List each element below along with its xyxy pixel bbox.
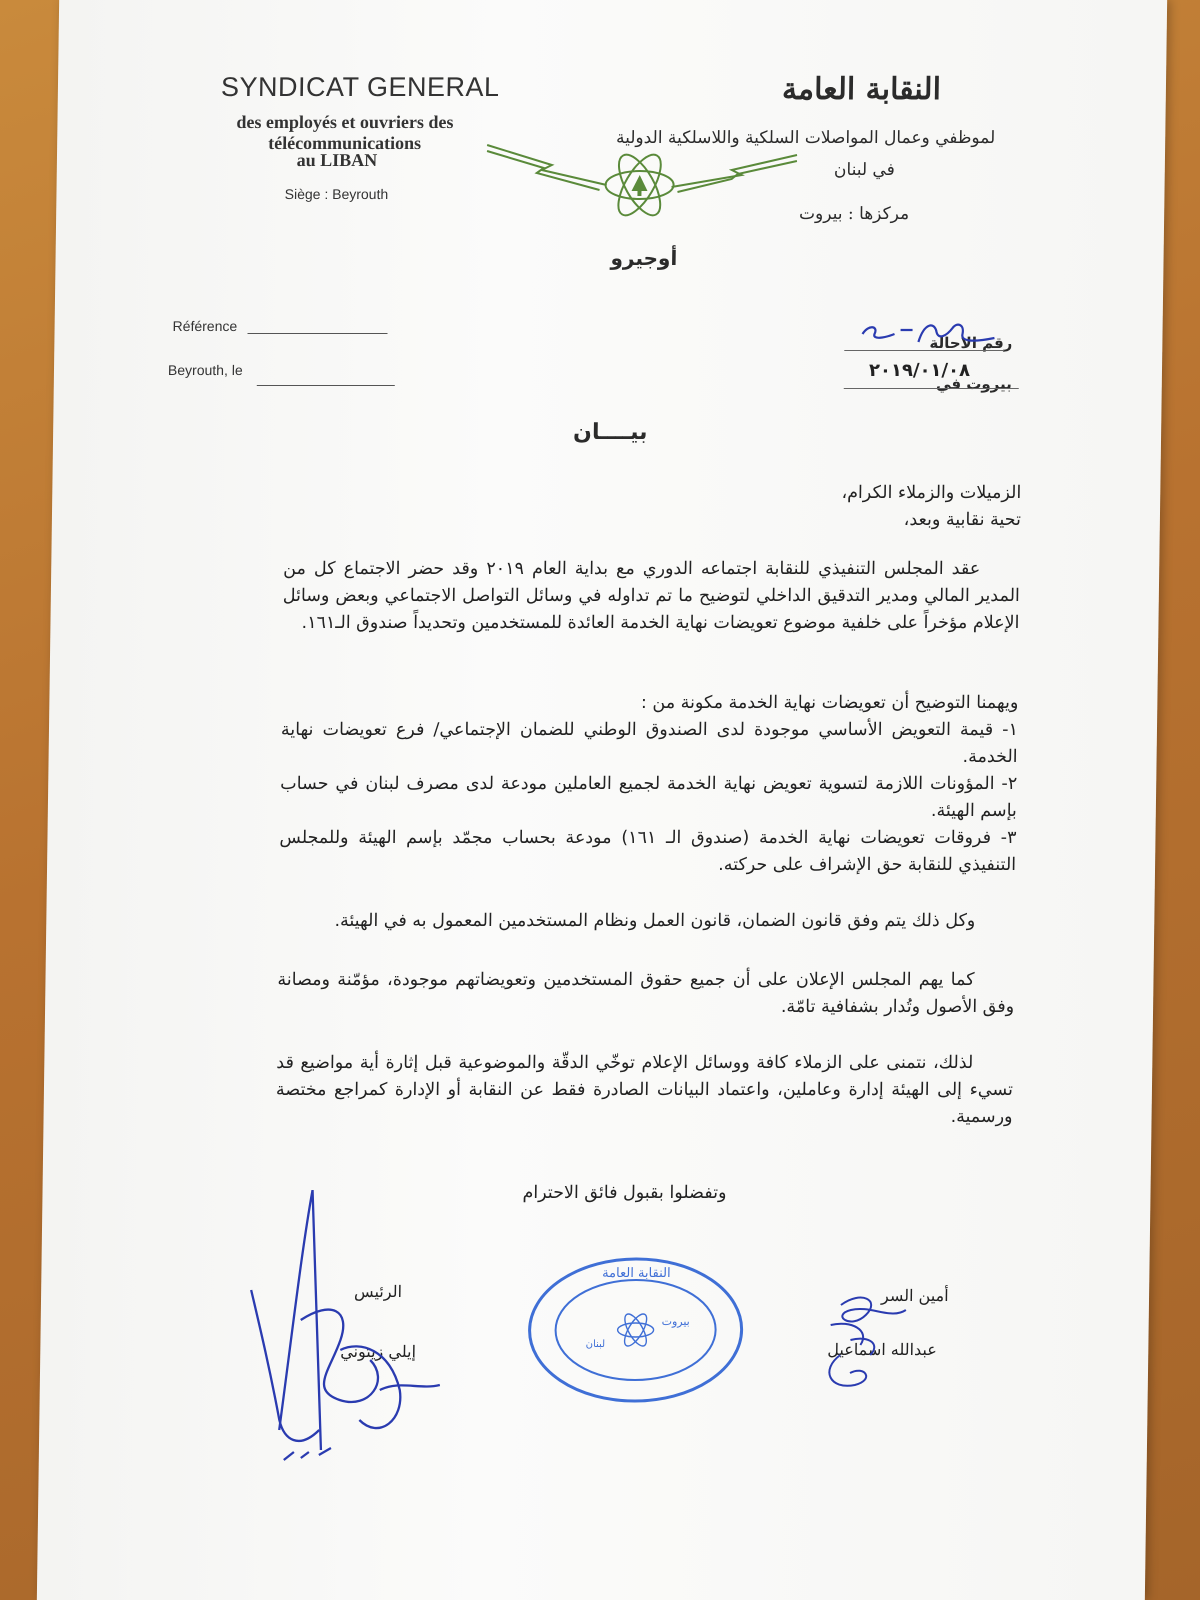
paragraph-3 xyxy=(278,908,1015,935)
greeting-line-1: الزميلات والزملاء الكرام، xyxy=(841,483,1022,503)
paragraph-1-text: عقد المجلس التنفيذي للنقابة اجتماعه الدوري مع بداية العام ٢٠١٩ وقد حضر الاجتماع كل من المدير المالي ومدير التدقيق الداخلي لتوضيح ما تم تداوله في وسائل التواصل الاجتماعي وبعض وسائل الإعلام مؤخراً على خلفية موضوع تعويضات نهاية الخدمة العائدة للمستخدمين وتحديداً صندوق الـ١٦١. xyxy=(282,559,1020,633)
paragraph-4 xyxy=(277,967,1015,1021)
fr-org-country: au LIBAN xyxy=(296,150,378,170)
greeting-line-2: تحية نقابية وبعد، xyxy=(903,510,1022,530)
greeting xyxy=(284,480,1022,534)
secretary-label: أمين السر xyxy=(880,1286,949,1305)
ar-date-line xyxy=(844,388,1019,389)
paragraph-3-text: وكل ذلك يتم وفق قانون الضمان، قانون العمل ونظام المستخدمين المعمول به في الهيئة. xyxy=(334,911,976,931)
list-item-1: ١- قيمة التعويض الأساسي موجودة لدى الصندوق الوطني للضمان الإجتماعي/ فرع تعويضات نهاية الخدمة. xyxy=(280,720,1019,767)
stamp-center-text-2: لبنان xyxy=(585,1339,606,1350)
list-item-3: ٣- فروقات تعويضات نهاية الخدمة (صندوق الـ ١٦١) مودعة بحساب مجمّد بإسم الهيئة وللمجلس التنفيذي للنقابة حق الإشراف على حركته. xyxy=(279,828,1017,875)
fr-org-subtitle: des employés et ouvriers des télécommunications xyxy=(236,112,454,153)
paragraph-5 xyxy=(275,1050,1013,1131)
fr-reference-label: Référence xyxy=(172,318,238,334)
ar-org-seat: مركزها : بيروت xyxy=(798,204,910,224)
ar-org-title: النقابة العامة xyxy=(781,72,942,107)
president-signature xyxy=(239,1190,463,1474)
closing-line: وتفضلوا بقبول فائق الاحترام xyxy=(522,1183,727,1203)
fr-date-label: Beyrouth, le xyxy=(167,362,243,378)
logo-caption: أوجيرو xyxy=(610,246,678,270)
stamp-top-text: النقابة العامة xyxy=(602,1266,671,1281)
stamp-center-text-1: بيروت xyxy=(661,1315,690,1328)
list-item-2: ٢- المؤونات اللازمة لتسوية تعويض نهاية الخدمة لجميع العاملين مودعة لدى مصرف لبنان في حساب بإسم الهيئة. xyxy=(280,774,1018,821)
paragraph-4-text: كما يهم المجلس الإعلان على أن جميع حقوق المستخدمين وتعويضاتهم موجودة، مؤمّنة ومصانة وفق الأصول وتُدار بشفافية تامّة. xyxy=(277,970,1015,1017)
secretary-signature xyxy=(809,1285,931,1409)
ar-org-subtitle: لموظفي وعمال المواصلات السلكية واللاسلكية الدولية xyxy=(615,128,996,148)
ar-date-label: بيروت في xyxy=(935,375,1012,393)
paragraph-2-intro: ويهمنا التوضيح أن تعويضات نهاية الخدمة مكونة من : xyxy=(640,693,1019,713)
president-name: إيلي زيتوني xyxy=(340,1342,417,1361)
ogero-logo-icon xyxy=(481,135,802,234)
fr-org-seat: Siège : Beyrouth xyxy=(284,186,389,202)
fr-org-title: SYNDICAT GENERAL xyxy=(220,72,500,102)
paragraph-5-text: لذلك، نتمنى على الزملاء كافة ووسائل الإعلام توخّي الدقّة والموضوعية قبل إثارة أية مواضيع قد تسيء إلى الهيئة إدارة وعاملين، واعتماد البيانات الصادرة فقط عن النقابة أو الإدارة كمراجع مختصة ورسمية. xyxy=(275,1053,1014,1127)
document-date: ٢٠١٩/٠١/٠٨ xyxy=(868,360,971,381)
fr-reference-line xyxy=(248,333,388,334)
ar-reference-line xyxy=(844,350,1004,351)
ar-org-country: في لبنان xyxy=(833,160,895,180)
letter-paper xyxy=(37,0,1167,1600)
paragraph-1 xyxy=(282,556,1020,637)
secretary-name: عبدالله اسماعيل xyxy=(827,1340,937,1359)
official-stamp xyxy=(524,1255,746,1409)
president-label: الرئيس xyxy=(354,1282,403,1301)
ar-reference-label: رقم الاحالة xyxy=(929,334,1013,352)
statement-title: بيــــان xyxy=(572,420,648,445)
fr-date-line xyxy=(257,385,395,386)
paragraph-2 xyxy=(279,690,1019,879)
